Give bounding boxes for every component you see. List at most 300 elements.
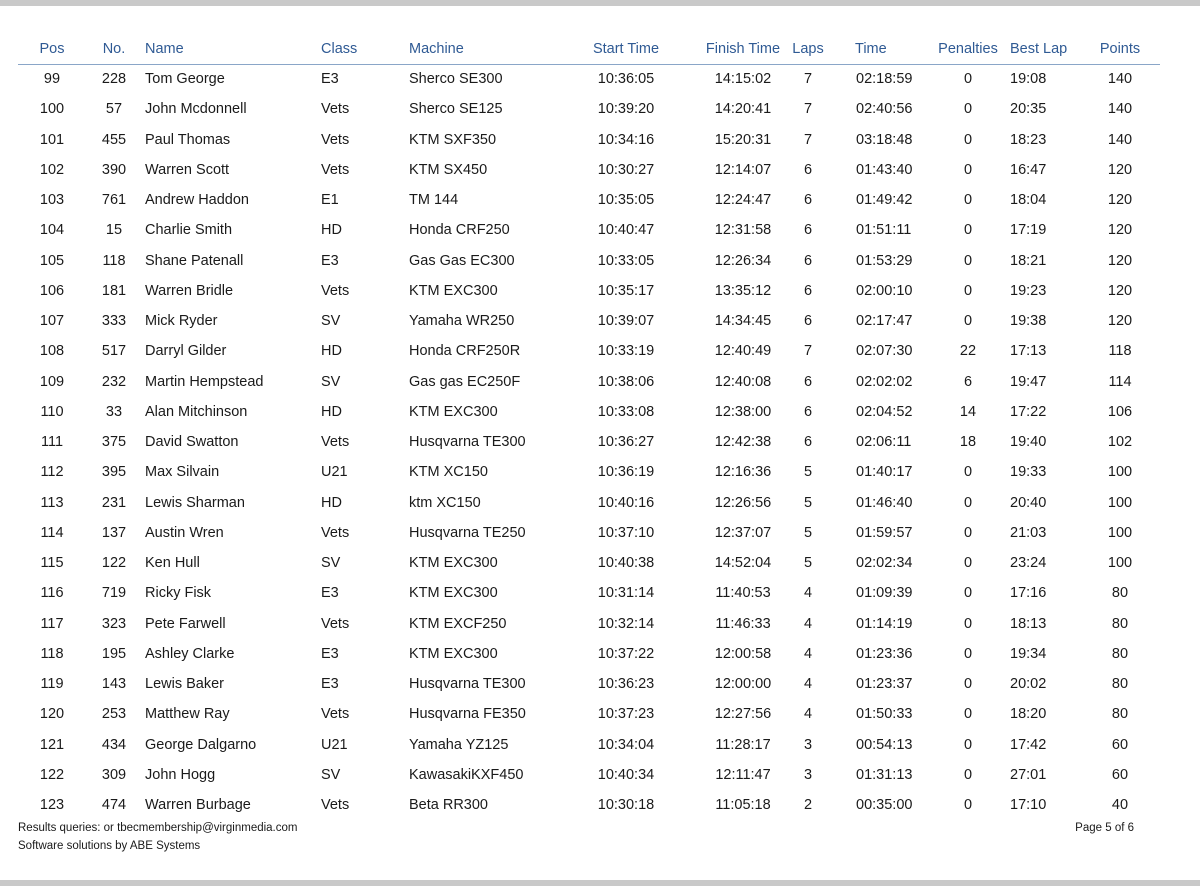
cell-penalties: 0 [963, 524, 973, 541]
cell-points: 120 [1107, 222, 1133, 239]
cell-points: 120 [1107, 192, 1133, 208]
cell-best-lap: 18:21 [1010, 252, 1047, 269]
page-top-edge [0, 0, 1200, 6]
cell-finish-time: 12:40:08 [714, 373, 772, 390]
cell-class: HD [321, 494, 342, 511]
cell-best-lap: 17:16 [1010, 585, 1047, 602]
cell-machine: KTM EXC300 [409, 645, 498, 662]
cell-points: 40 [1111, 797, 1129, 813]
cell-laps: 6 [803, 222, 813, 239]
cell-class: U21 [321, 736, 348, 753]
cell-pos: 120 [39, 706, 65, 723]
table-row [18, 307, 1160, 337]
cell-penalties: 14 [959, 403, 977, 420]
cell-class: Vets [321, 524, 350, 541]
cell-laps: 4 [803, 706, 813, 723]
cell-machine: Gas gas EC250F [409, 373, 521, 390]
cell-machine: KawasakiKXF450 [409, 766, 524, 783]
cell-no: 719 [101, 585, 127, 602]
cell-no: 122 [101, 555, 127, 571]
cell-time: 01:59:57 [856, 524, 913, 541]
cell-name: George Dalgarno [145, 736, 257, 753]
cell-points: 120 [1107, 282, 1133, 299]
cell-pos: 102 [39, 161, 65, 178]
cell-finish-time: 11:28:17 [715, 736, 771, 753]
cell-machine: KTM EXC300 [409, 403, 498, 420]
cell-points: 120 [1107, 313, 1133, 329]
cell-time: 01:43:40 [856, 161, 913, 178]
cell-machine: KTM EXC300 [409, 585, 498, 602]
cell-laps: 6 [803, 403, 813, 420]
cell-pos: 121 [39, 736, 65, 753]
cell-no: 333 [101, 313, 127, 329]
cell-pos: 113 [40, 494, 64, 511]
cell-best-lap: 19:38 [1010, 313, 1047, 329]
cell-class: Vets [321, 161, 350, 178]
table-row [18, 549, 1160, 579]
cell-class: E1 [321, 192, 339, 208]
cell-points: 100 [1107, 464, 1133, 481]
cell-pos: 99 [43, 71, 61, 87]
cell-laps: 4 [803, 585, 813, 602]
cell-start-time: 10:33:05 [597, 252, 655, 269]
table-row [18, 761, 1160, 791]
results-table [18, 38, 1160, 821]
table-row [18, 700, 1160, 730]
cell-machine: Yamaha YZ125 [409, 736, 509, 753]
cell-time: 02:17:47 [856, 313, 913, 329]
cell-time: 02:00:10 [856, 282, 913, 299]
cell-points: 60 [1111, 736, 1129, 753]
cell-pos: 112 [40, 464, 64, 481]
table-body [18, 65, 1160, 821]
cell-best-lap: 27:01 [1010, 766, 1047, 783]
cell-pos: 110 [40, 403, 64, 420]
header-pos: Pos [39, 41, 65, 57]
cell-start-time: 10:38:06 [597, 373, 655, 390]
cell-points: 140 [1107, 131, 1133, 148]
cell-machine: Husqvarna TE250 [409, 524, 526, 541]
page-bottom-edge [0, 880, 1200, 886]
cell-start-time: 10:30:27 [597, 161, 655, 178]
cell-laps: 5 [803, 464, 813, 481]
cell-start-time: 10:37:10 [597, 524, 655, 541]
cell-laps: 5 [803, 524, 813, 541]
cell-pos: 107 [39, 313, 65, 329]
cell-laps: 7 [803, 101, 813, 118]
cell-start-time: 10:40:38 [597, 555, 655, 571]
cell-no: 15 [105, 222, 123, 239]
cell-points: 140 [1107, 71, 1133, 87]
cell-class: Vets [321, 615, 350, 632]
cell-pos: 123 [39, 797, 65, 813]
cell-penalties: 0 [963, 766, 973, 783]
cell-name: Martin Hempstead [145, 373, 264, 390]
cell-time: 02:07:30 [856, 343, 913, 360]
cell-time: 02:18:59 [856, 71, 913, 87]
cell-laps: 6 [803, 192, 813, 208]
table-row [18, 489, 1160, 519]
header-best-lap: Best Lap [1010, 41, 1068, 57]
table-row [18, 458, 1160, 488]
cell-finish-time: 11:40:53 [715, 585, 771, 602]
cell-points: 140 [1107, 101, 1133, 118]
cell-machine: Husqvarna TE300 [409, 676, 526, 692]
cell-points: 114 [1108, 373, 1132, 390]
cell-finish-time: 12:00:00 [714, 676, 772, 692]
cell-time: 03:18:48 [856, 131, 913, 148]
cell-points: 102 [1107, 434, 1133, 450]
cell-machine: KTM EXCF250 [409, 615, 507, 632]
cell-no: 390 [101, 161, 127, 178]
cell-penalties: 0 [963, 736, 973, 753]
cell-pos: 117 [40, 615, 64, 632]
cell-pos: 118 [40, 645, 64, 662]
cell-laps: 6 [803, 313, 813, 329]
cell-laps: 6 [803, 161, 813, 178]
cell-laps: 4 [803, 676, 813, 692]
cell-points: 100 [1107, 524, 1133, 541]
cell-pos: 109 [39, 373, 65, 390]
header-laps: Laps [792, 41, 824, 57]
cell-penalties: 0 [963, 797, 973, 813]
cell-best-lap: 18:04 [1010, 192, 1047, 208]
cell-time: 01:14:19 [856, 615, 913, 632]
cell-pos: 100 [39, 101, 65, 118]
cell-pos: 103 [39, 192, 65, 208]
cell-pos: 101 [39, 131, 65, 148]
table-row [18, 731, 1160, 761]
table-row [18, 519, 1160, 549]
cell-no: 181 [101, 282, 127, 299]
cell-points: 80 [1111, 615, 1129, 632]
cell-name: Shane Patenall [145, 252, 244, 269]
cell-laps: 3 [803, 736, 813, 753]
cell-name: Tom George [145, 71, 225, 87]
cell-class: SV [321, 313, 341, 329]
cell-time: 01:53:29 [856, 252, 913, 269]
cell-start-time: 10:33:19 [597, 343, 655, 360]
cell-start-time: 10:37:23 [597, 706, 655, 723]
cell-laps: 5 [803, 555, 813, 571]
cell-penalties: 0 [963, 615, 973, 632]
cell-finish-time: 12:27:56 [714, 706, 772, 723]
cell-name: Andrew Haddon [145, 192, 249, 208]
cell-time: 01:09:39 [856, 585, 913, 602]
cell-points: 118 [1108, 343, 1132, 360]
cell-machine: Husqvarna TE300 [409, 434, 526, 450]
table-row [18, 337, 1160, 367]
cell-start-time: 10:39:07 [597, 313, 655, 329]
cell-points: 120 [1107, 252, 1133, 269]
cell-class: HD [321, 222, 342, 239]
cell-finish-time: 12:00:58 [714, 645, 772, 662]
cell-pos: 115 [40, 555, 64, 571]
cell-penalties: 0 [963, 222, 973, 239]
cell-pos: 122 [39, 766, 65, 783]
cell-pos: 105 [39, 252, 65, 269]
cell-finish-time: 11:46:33 [715, 615, 771, 632]
cell-finish-time: 12:16:36 [714, 464, 772, 481]
software-credit: Software solutions by ABE Systems [18, 840, 201, 852]
cell-points: 106 [1107, 403, 1133, 420]
cell-finish-time: 14:15:02 [714, 71, 772, 87]
cell-no: 309 [101, 766, 127, 783]
cell-no: 455 [101, 131, 127, 148]
cell-best-lap: 16:47 [1010, 161, 1047, 178]
cell-best-lap: 19:23 [1010, 282, 1047, 299]
cell-best-lap: 20:40 [1010, 494, 1047, 511]
cell-machine: ktm XC150 [409, 494, 481, 511]
cell-penalties: 22 [959, 343, 977, 360]
cell-no: 231 [101, 494, 127, 511]
cell-finish-time: 14:34:45 [714, 313, 772, 329]
cell-no: 232 [101, 373, 127, 390]
cell-start-time: 10:35:17 [597, 282, 655, 299]
cell-pos: 119 [40, 676, 64, 692]
cell-penalties: 0 [963, 706, 973, 723]
cell-start-time: 10:40:47 [597, 222, 655, 239]
header-time: Time [855, 41, 887, 57]
cell-best-lap: 20:35 [1010, 101, 1047, 118]
cell-time: 01:50:33 [856, 706, 913, 723]
cell-pos: 104 [39, 222, 65, 239]
cell-no: 195 [101, 645, 127, 662]
cell-finish-time: 12:26:34 [714, 252, 772, 269]
cell-points: 80 [1111, 676, 1129, 692]
cell-machine: Honda CRF250R [409, 343, 521, 360]
header-name: Name [145, 41, 184, 57]
cell-machine: Yamaha WR250 [409, 313, 515, 329]
cell-laps: 7 [803, 71, 813, 87]
cell-points: 100 [1107, 494, 1133, 511]
cell-penalties: 0 [963, 555, 973, 571]
cell-laps: 6 [803, 252, 813, 269]
header-machine: Machine [409, 41, 464, 57]
table-row [18, 156, 1160, 186]
cell-points: 120 [1107, 161, 1133, 178]
cell-name: Max Silvain [145, 464, 220, 481]
cell-start-time: 10:36:05 [597, 71, 655, 87]
cell-pos: 116 [40, 585, 64, 602]
cell-time: 01:51:11 [856, 222, 912, 239]
cell-time: 01:23:36 [856, 645, 913, 662]
table-row [18, 640, 1160, 670]
cell-penalties: 0 [963, 313, 973, 329]
cell-machine: KTM XC150 [409, 464, 488, 481]
cell-start-time: 10:35:05 [597, 192, 655, 208]
cell-finish-time: 12:14:07 [714, 161, 772, 178]
cell-name: Ricky Fisk [145, 585, 212, 602]
cell-no: 375 [101, 434, 127, 450]
cell-no: 137 [101, 524, 127, 541]
cell-pos: 108 [39, 343, 65, 360]
cell-name: Ken Hull [145, 555, 200, 571]
table-row [18, 216, 1160, 246]
cell-time: 01:31:13 [856, 766, 913, 783]
cell-finish-time: 12:31:58 [714, 222, 772, 239]
cell-class: Vets [321, 706, 350, 723]
cell-best-lap: 17:42 [1010, 736, 1047, 753]
cell-no: 395 [101, 464, 127, 481]
cell-finish-time: 12:24:47 [714, 192, 772, 208]
cell-best-lap: 19:08 [1010, 71, 1047, 87]
cell-machine: KTM SX450 [409, 161, 488, 178]
cell-name: David Swatton [145, 434, 239, 450]
cell-laps: 3 [803, 766, 813, 783]
cell-machine: KTM EXC300 [409, 282, 498, 299]
cell-machine: Gas Gas EC300 [409, 252, 515, 269]
cell-name: Austin Wren [145, 524, 224, 541]
cell-start-time: 10:36:23 [597, 676, 655, 692]
page-number: Page 5 of 6 [1075, 822, 1134, 834]
cell-finish-time: 12:40:49 [714, 343, 772, 360]
cell-finish-time: 12:11:47 [715, 766, 771, 783]
cell-name: Warren Scott [145, 161, 230, 178]
cell-laps: 6 [803, 373, 813, 390]
cell-best-lap: 19:34 [1010, 645, 1047, 662]
cell-class: Vets [321, 131, 350, 148]
table-row [18, 670, 1160, 700]
cell-penalties: 0 [963, 645, 973, 662]
cell-best-lap: 19:33 [1010, 464, 1047, 481]
cell-finish-time: 13:35:12 [714, 282, 772, 299]
cell-start-time: 10:36:19 [597, 464, 655, 481]
cell-no: 761 [101, 192, 127, 208]
cell-machine: Honda CRF250 [409, 222, 510, 239]
cell-penalties: 0 [963, 252, 973, 269]
table-row [18, 126, 1160, 156]
table-row [18, 579, 1160, 609]
cell-best-lap: 17:19 [1010, 222, 1047, 239]
cell-class: HD [321, 403, 342, 420]
cell-name: Warren Burbage [145, 797, 251, 813]
cell-penalties: 0 [963, 282, 973, 299]
cell-start-time: 10:30:18 [597, 797, 655, 813]
cell-name: Lewis Baker [145, 676, 224, 692]
cell-time: 01:23:37 [856, 676, 913, 692]
cell-name: Lewis Sharman [145, 494, 245, 511]
cell-class: E3 [321, 585, 339, 602]
cell-best-lap: 19:47 [1010, 373, 1047, 390]
cell-best-lap: 17:10 [1010, 797, 1047, 813]
cell-class: Vets [321, 101, 350, 118]
cell-laps: 6 [803, 282, 813, 299]
cell-best-lap: 23:24 [1010, 555, 1047, 571]
cell-pos: 106 [39, 282, 65, 299]
cell-machine: KTM SXF350 [409, 131, 497, 148]
cell-start-time: 10:40:16 [597, 494, 655, 511]
cell-name: Warren Bridle [145, 282, 234, 299]
cell-best-lap: 18:13 [1010, 615, 1047, 632]
header-penalties: Penalties [938, 41, 998, 57]
cell-name: Alan Mitchinson [145, 403, 248, 420]
table-row [18, 398, 1160, 428]
cell-machine: Sherco SE300 [409, 71, 503, 87]
table-row [18, 368, 1160, 398]
header-points: Points [1099, 41, 1141, 57]
cell-laps: 6 [803, 434, 813, 450]
cell-class: SV [321, 555, 341, 571]
cell-pos: 111 [40, 434, 64, 450]
cell-points: 60 [1111, 766, 1129, 783]
cell-class: Vets [321, 282, 350, 299]
cell-no: 33 [105, 403, 123, 420]
cell-start-time: 10:34:16 [597, 131, 655, 148]
cell-finish-time: 12:37:07 [714, 524, 772, 541]
cell-penalties: 0 [963, 101, 973, 118]
cell-no: 143 [101, 676, 127, 692]
cell-no: 118 [102, 252, 126, 269]
cell-points: 100 [1107, 555, 1133, 571]
cell-name: Charlie Smith [145, 222, 233, 239]
cell-time: 02:02:02 [856, 373, 913, 390]
cell-penalties: 0 [963, 192, 973, 208]
cell-class: SV [321, 373, 341, 390]
table-row [18, 610, 1160, 640]
cell-laps: 7 [803, 131, 813, 148]
cell-name: Paul Thomas [145, 131, 231, 148]
cell-penalties: 0 [963, 585, 973, 602]
cell-best-lap: 20:02 [1010, 676, 1047, 692]
cell-name: Ashley Clarke [145, 645, 235, 662]
cell-laps: 7 [803, 343, 813, 360]
table-row [18, 65, 1160, 95]
table-row [18, 428, 1160, 458]
cell-class: HD [321, 343, 342, 360]
header-no: No. [102, 41, 126, 57]
cell-start-time: 10:34:04 [597, 736, 655, 753]
cell-start-time: 10:40:34 [597, 766, 655, 783]
cell-name: John Mcdonnell [145, 101, 247, 118]
cell-no: 228 [101, 71, 127, 87]
cell-start-time: 10:39:20 [597, 101, 655, 118]
cell-penalties: 0 [963, 464, 973, 481]
cell-penalties: 0 [963, 161, 973, 178]
table-row [18, 186, 1160, 216]
cell-no: 474 [101, 797, 127, 813]
cell-name: John Hogg [145, 766, 216, 783]
cell-no: 434 [101, 736, 127, 753]
cell-name: Matthew Ray [145, 706, 230, 723]
cell-best-lap: 21:03 [1010, 524, 1047, 541]
header-start-time: Start Time [592, 41, 660, 57]
cell-laps: 2 [803, 797, 813, 813]
cell-class: E3 [321, 71, 339, 87]
cell-class: Vets [321, 434, 350, 450]
cell-points: 80 [1111, 706, 1129, 723]
cell-class: U21 [321, 464, 348, 481]
cell-class: SV [321, 766, 341, 783]
cell-penalties: 0 [963, 676, 973, 692]
cell-finish-time: 14:52:04 [714, 555, 772, 571]
cell-best-lap: 18:20 [1010, 706, 1047, 723]
cell-penalties: 0 [963, 131, 973, 148]
cell-machine: KTM EXC300 [409, 555, 498, 571]
cell-machine: Beta RR300 [409, 797, 488, 813]
table-row [18, 277, 1160, 307]
cell-points: 80 [1111, 585, 1129, 602]
cell-laps: 4 [803, 645, 813, 662]
cell-pos: 114 [40, 524, 64, 541]
cell-time: 00:54:13 [856, 736, 913, 753]
header-class: Class [321, 41, 358, 57]
table-row [18, 95, 1160, 125]
cell-no: 253 [101, 706, 127, 723]
cell-finish-time: 12:42:38 [714, 434, 772, 450]
cell-time: 02:04:52 [856, 403, 913, 420]
cell-start-time: 10:31:14 [597, 585, 655, 602]
